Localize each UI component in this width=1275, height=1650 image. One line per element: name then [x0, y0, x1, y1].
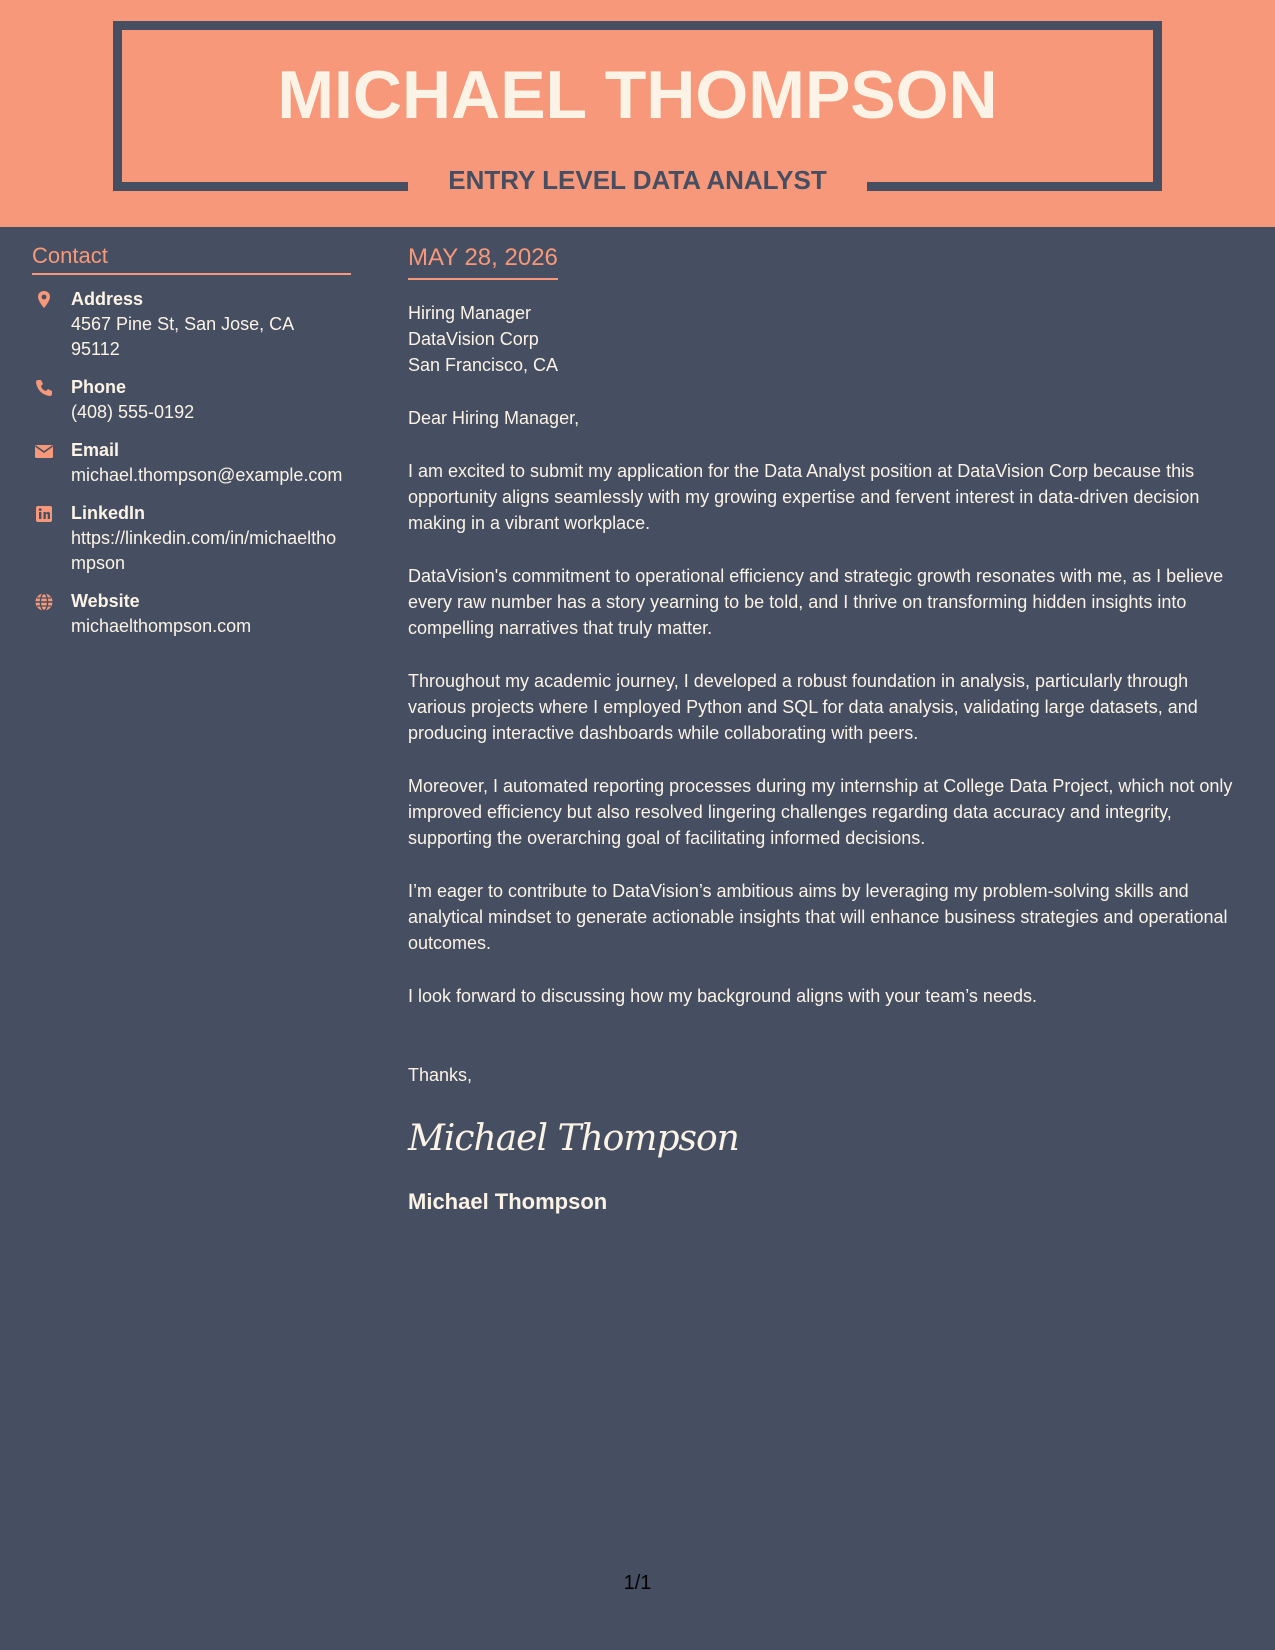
- header-banner: [0, 0, 1275, 227]
- page-number: 1/1: [623, 1572, 652, 1594]
- contact-value: https://linkedin.com/in/michaelthompson: [71, 528, 337, 573]
- recipient-block: [408, 300, 1250, 378]
- closing: Thanks,: [408, 1065, 473, 1085]
- recipient-line: DataVision Corp: [408, 329, 539, 349]
- signature: Michael Thompson: [408, 1118, 739, 1159]
- contact-item-phone: [32, 375, 351, 425]
- letter-date: MAY 28, 2026: [408, 244, 558, 280]
- contact-value: michael.thompson@example.com: [71, 465, 343, 485]
- salutation: Dear Hiring Manager,: [408, 408, 580, 428]
- letter-paragraph: DataVision's commitment to operational efficiency and strategic growth resonates with me, as I believe every raw number has a story yearning to be told, and I thrive on transforming hidden insights into compelling narratives that truly matter.: [408, 566, 1224, 638]
- letter-paragraph: I am excited to submit my application for the Data Analyst position at DataVision Corp because this opportunity aligns seamlessly with my growing expertise and fervent interest in data-driven decision making in a vibrant workplace.: [408, 461, 1200, 533]
- contact-label: Address: [71, 289, 144, 309]
- globe-icon: [34, 592, 54, 612]
- linkedin-icon: [34, 504, 54, 524]
- contact-label: LinkedIn: [71, 503, 146, 523]
- contact-value: michaelthompson.com: [71, 616, 252, 636]
- header-frame-bottom-right: [867, 182, 1162, 191]
- letter-paragraph: I look forward to discussing how my background aligns with your team’s needs.: [408, 986, 1037, 1006]
- letter-paragraph: Moreover, I automated reporting processes during my internship at College Data Project, which not only improved efficiency but also resolved lingering challenges regarding data accuracy and integrity, supporting the overarching goal of facilitating informed decisions.: [408, 776, 1233, 848]
- map-pin-icon: [34, 290, 54, 310]
- signer-name: Michael Thompson: [408, 1189, 608, 1214]
- contact-value: 4567 Pine St, San Jose, CA 95112: [71, 314, 294, 359]
- contact-sidebar: [32, 243, 351, 652]
- letter-paragraph: Throughout my academic journey, I developed a robust foundation in analysis, particularly through various projects where I employed Python and SQL for data analysis, validating large datasets, and producing interactive dashboards while collaborating with peers.: [408, 671, 1198, 743]
- recipient-line: Hiring Manager: [408, 303, 532, 323]
- letter-body: [408, 244, 1250, 1215]
- contact-item-linkedin: [32, 501, 351, 576]
- contact-label: Phone: [71, 377, 127, 397]
- contact-item-email: [32, 438, 351, 488]
- contact-label: Email: [71, 440, 120, 460]
- phone-icon: [34, 378, 54, 398]
- contact-item-website: [32, 589, 351, 639]
- envelope-icon: [34, 441, 54, 461]
- letter-paragraph: I’m eager to contribute to DataVision’s ambitious aims by leveraging my problem-solving skills and analytical mindset to generate actionable insights that will enhance business strategies and operational outcomes.: [408, 881, 1228, 953]
- contact-value: (408) 555-0192: [71, 402, 195, 422]
- recipient-line: San Francisco, CA: [408, 355, 559, 375]
- applicant-name: MICHAEL THOMPSON: [277, 57, 998, 133]
- contact-heading: Contact: [32, 243, 351, 275]
- job-title: ENTRY LEVEL DATA ANALYST: [448, 165, 827, 195]
- header-frame-bottom-left: [113, 182, 408, 191]
- contact-label: Website: [71, 591, 140, 611]
- contact-item-address: [32, 287, 351, 362]
